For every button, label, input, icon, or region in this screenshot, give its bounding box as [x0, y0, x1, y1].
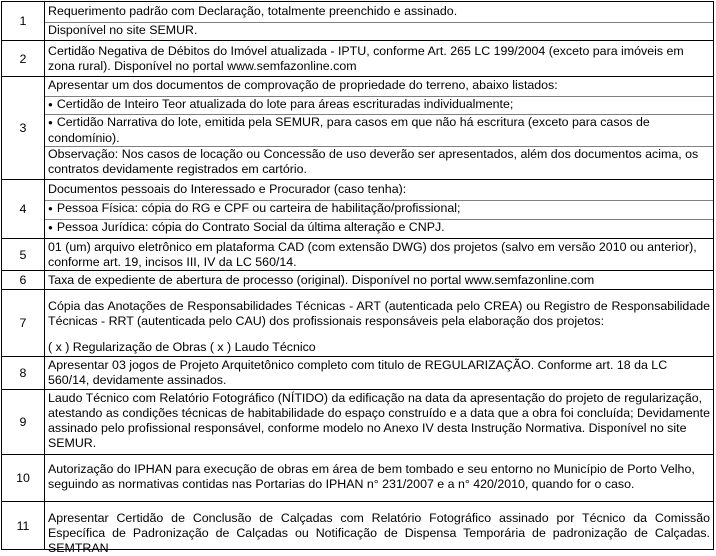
- row-number: 1: [2, 2, 45, 40]
- row-number: 6: [2, 271, 45, 289]
- text-line: Certidão de Inteiro Teor atualizada do lote para áreas escrituradas individualmente;: [56, 97, 514, 111]
- bullet-icon: [48, 201, 57, 215]
- row-content: [45, 2, 713, 40]
- table-row: [2, 501, 713, 555]
- row-number: 11: [2, 502, 45, 549]
- text-line: Observação: Nos casos de locação ou Concessão de uso deverão ser apresentados, além dos documentos acima, os contratos devidamente registrados em cartório.: [45, 146, 713, 177]
- text-line: ( x ) Regularização de Obras ( x ) Laudo Técnico: [48, 340, 316, 354]
- text-line: Laudo Técnico com Relatório Fotográfico (NÍTIDO) da edificação na data da apresentação do projeto de regularização, atestando as condições técnicas de habitabilidade do espaço construído e a data que a obra foi concluída; Devidamente assinado pelo profissional responsável, conforme modelo no Anexo IV desta Instrução Normativa. Disponível no site SEMUR.: [48, 391, 710, 450]
- text-line: Apresentar 03 jogos de Projeto Arquitetônico completo com titulo de REGULARIZAÇÃO. Conforme art. 18 da LC 560/14, devidamente assinados.: [48, 358, 668, 387]
- row-content: [45, 357, 713, 389]
- bullet-icon: [48, 115, 57, 129]
- row-content: [45, 290, 713, 356]
- text-line: Certidão Narrativa do lote, emitida pela SEMUR, para casos em que não há escritura (exceto para casos de condomínio).: [48, 115, 650, 145]
- row-number: 2: [2, 41, 45, 76]
- bullet-line: [45, 96, 713, 113]
- row-content: [45, 502, 713, 555]
- table-row: [2, 389, 713, 454]
- text-line: Apresentar um dos documentos de comprovação de propriedade do terreno, abaixo listados:: [48, 78, 558, 92]
- text-line: Documentos pessoais do Interessado e Procurador (caso tenha):: [48, 182, 407, 196]
- text-line: Pessoa Jurídica: cópia do Contrato Social da última alteração e CNPJ.: [56, 220, 445, 234]
- requirements-table: [1, 1, 714, 555]
- table-row: [2, 270, 713, 289]
- row-number: 9: [2, 390, 45, 454]
- row-number: 7: [2, 290, 45, 356]
- table-row: [2, 40, 713, 76]
- text-line: Requerimento padrão com Declaração, totalmente preenchido e assinado.: [48, 4, 458, 18]
- text-line: Disponível no site SEMUR.: [45, 22, 713, 38]
- table-row: [2, 289, 713, 356]
- bullet-icon: [48, 97, 57, 111]
- text-line: Taxa de expediente de abertura de processo (original). Disponível no portal www.semfazonline.com: [48, 273, 595, 287]
- text-line: Certidão Negativa de Débitos do Imóvel atualizada - IPTU, conforme Art. 265 LC 199/2004 (exceto para imóveis em zona rural). Disponível no portal www.semfazonline.com: [48, 44, 684, 73]
- row-number: 8: [2, 357, 45, 389]
- row-content: [45, 239, 713, 270]
- row-content: [45, 271, 713, 289]
- row-content: [45, 41, 713, 76]
- row-number: 5: [2, 239, 45, 270]
- table-row: [2, 356, 713, 389]
- row-content: [45, 180, 713, 238]
- bullet-line: [45, 200, 713, 217]
- table-row: [2, 179, 713, 238]
- row-number: 3: [2, 77, 45, 179]
- row-content: [45, 77, 713, 179]
- table-row: [2, 454, 713, 501]
- table-row: [2, 238, 713, 270]
- table-row: [2, 76, 713, 179]
- row-number: 10: [2, 455, 45, 501]
- bullet-line: [45, 219, 713, 236]
- text-line: 01 (um) arquivo eletrônico em plataforma CAD (com extensão DWG) dos projetos (salvo em versão 2010 ou anterior), conforme art. 19, incisos III, IV da LC 560/14.: [48, 240, 697, 269]
- table-row: [2, 2, 713, 40]
- bullet-icon: [48, 220, 57, 234]
- row-content: [45, 455, 713, 501]
- text-line: Cópia das Anotações de Responsabilidades Técnicas - ART (autenticada pelo CREA) ou Registro de Responsabilidade Técnicas - RRT (autenticada pelo CAU) dos profissionais responsáveis pela elaboração dos projetos:: [48, 299, 710, 328]
- row-number: 4: [2, 180, 45, 238]
- text-line: Apresentar Certidão de Conclusão de Calçadas com Relatório Fotográfico assinado por Técnico da Comissão Específica de Padronização de Calçadas ou Notificação de Dispensa Temporária de padronização de Calçadas. SEMTRAN: [48, 511, 710, 555]
- text-line: Pessoa Física: cópia do RG e CPF ou carteira de habilitação/profissional;: [56, 201, 461, 215]
- text-line: Autorização do IPHAN para execução de obras em área de bem tombado e seu entorno no Município de Porto Velho, seguindo as normativas contidas nas Portarias do IPHAN n° 231/2007 e a n° 420/2010, quando for o caso.: [48, 462, 695, 491]
- row-content: [45, 390, 713, 454]
- bullet-line: [45, 114, 713, 146]
